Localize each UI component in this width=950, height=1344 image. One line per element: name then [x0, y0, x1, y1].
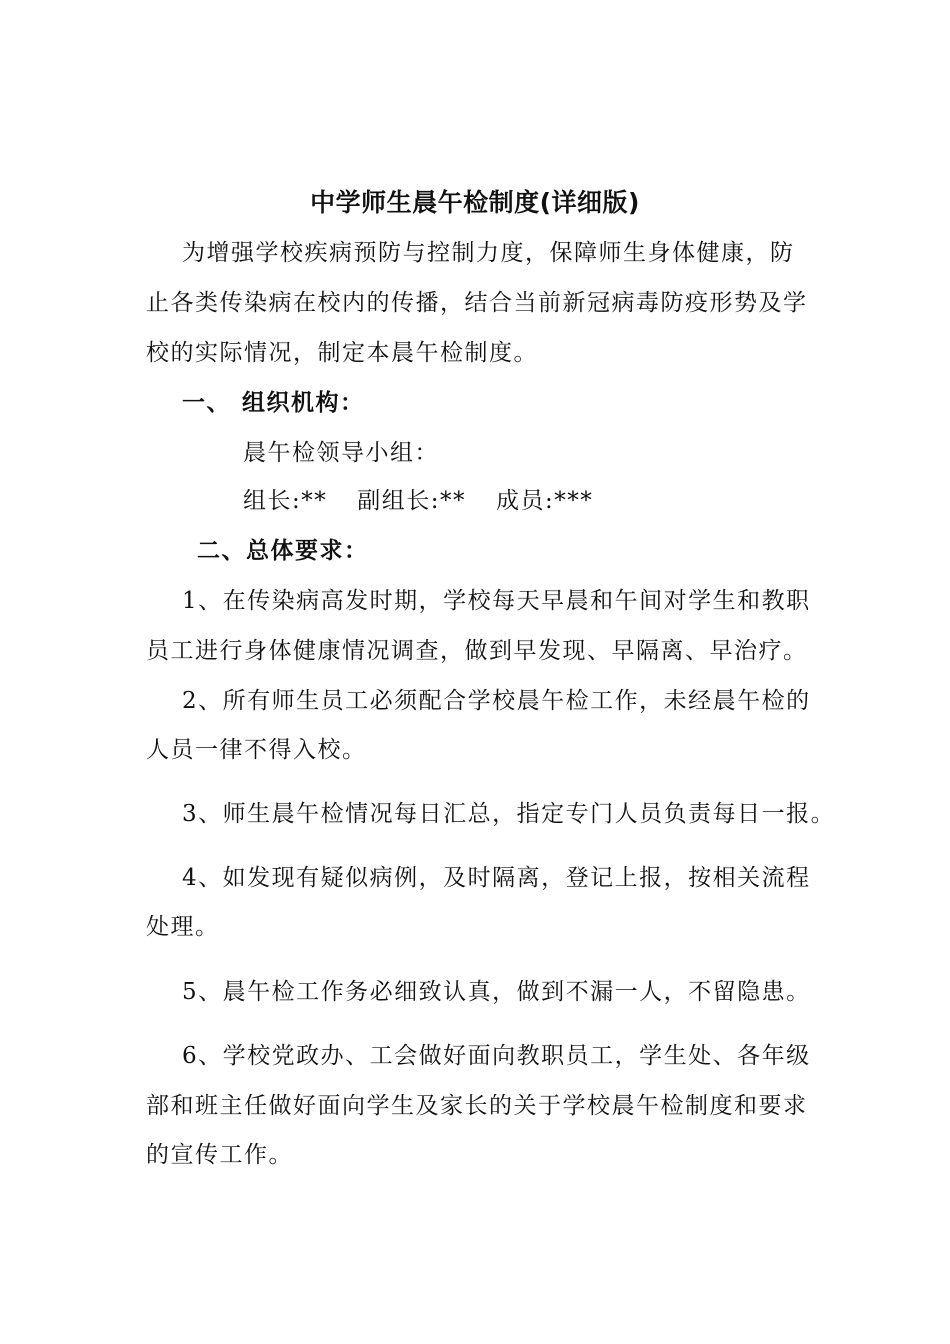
section1-title: 组织机构： — [242, 390, 365, 416]
group-label: 晨午检领导小组： — [243, 440, 439, 466]
intro-line-3: 校的实际情况，制定本晨午检制度。 — [146, 340, 538, 366]
document-title: 中学师生晨午检制度(详细版) — [310, 188, 640, 217]
intro-line-1: 为增强学校疾病预防与控制力度，保障师生身体健康，防 — [182, 240, 795, 266]
item1-line-2: 员工进行身体健康情况调查，做到早发现、早隔离、早治疗。 — [146, 638, 808, 664]
item6-line-1: 6、学校党政办、工会做好面向教职员工，学生处、各年级 — [182, 1043, 811, 1069]
item2-line-1: 2、所有师生员工必须配合学校晨午检工作，未经晨午检的 — [182, 688, 811, 714]
section1-heading — [182, 388, 365, 418]
item4-line-2: 处理。 — [146, 914, 220, 940]
item5-line-1: 5、晨午检工作务必细致认真，做到不漏一人，不留隐患。 — [182, 979, 811, 1005]
item6-line-3: 的宣传工作。 — [146, 1142, 293, 1168]
item4-line-1: 4、如发现有疑似病例，及时隔离，登记上报，按相关流程 — [182, 865, 811, 891]
leader-text: 组长:** — [243, 488, 328, 514]
deputy-text: 副组长:** — [357, 488, 466, 514]
item6-line-2: 部和班主任做好面向学生及家长的关于学校晨午检制度和要求 — [146, 1093, 808, 1119]
section2-heading: 二、总体要求： — [197, 538, 369, 564]
item3-line-1: 3、师生晨午检情况每日汇总，指定专门人员负责每日一报。 — [182, 801, 836, 827]
group-members — [243, 486, 593, 516]
section1-number: 一、 — [182, 390, 231, 416]
intro-line-2: 止各类传染病在校内的传播，结合当前新冠病毒防疫形势及学 — [146, 290, 808, 316]
item1-line-1: 1、在传染病高发时期，学校每天早晨和午间对学生和教职 — [182, 588, 811, 614]
item2-line-2: 人员一律不得入校。 — [146, 737, 367, 763]
members-text: 成员:*** — [496, 488, 594, 514]
